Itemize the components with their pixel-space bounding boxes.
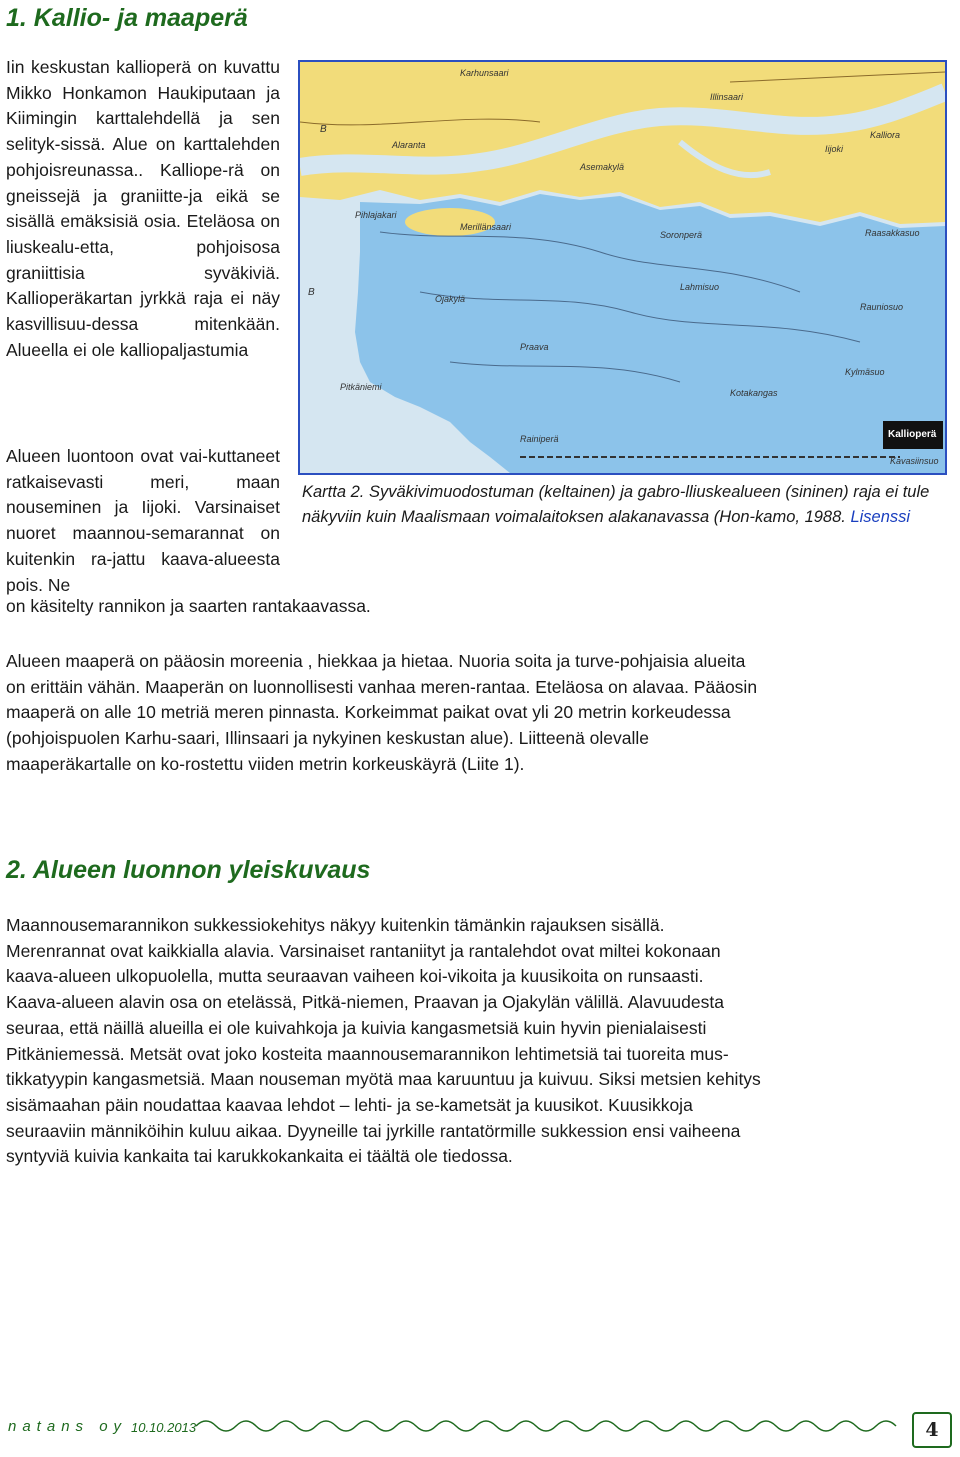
license-link[interactable]: Lisenssi <box>850 507 911 526</box>
map-label: B <box>320 124 327 135</box>
footer-date: 10.10.2013 <box>131 1420 197 1435</box>
page-number: 4 <box>912 1412 952 1448</box>
soil-paragraph: Alueen maaperä on pääosin moreenia , hiekkaa ja hietaa. Nuoria soita ja turve-pohjaisia alueita on erittäin vähän. Maaperän on luonnollisesti vanhaa meren-rantaa. Eteläosa on alavaa. Pääosin maaperä on alle 10 metriä meren pinnasta. Korkeimmat paikat ovat yli 20 metrin korkeudessa (pohjoispuolen Karhu-saari, Illinsaari ja nykyinen keskustan alue). Liitteenä olevalle maaperäkartalle on ko-rostettu viiden metrin korkeuskäyrä (Liite 1). <box>6 651 758 774</box>
map-label: Raasakkasuo <box>865 228 920 238</box>
map-label: Asemakylä <box>580 162 625 172</box>
map-label: Pihlajakari <box>355 210 397 220</box>
bedrock-map-graphic <box>300 62 945 473</box>
section-1-heading: 1. Kallio- ja maaperä <box>6 4 248 32</box>
map-label: Rainiperä <box>520 434 559 444</box>
map-label: Rauniosuo <box>860 302 904 312</box>
map-label: Pitkäniemi <box>340 382 382 392</box>
map-label: Kotakangas <box>730 388 778 398</box>
map-label: Ojakylä <box>435 294 466 304</box>
nature-influences-paragraph: Alueen luontoon ovat vai-kuttaneet ratkaisevasti meri, maan nouseminen ja Iijoki. Varsinaiset nuoret maannou-semarannat on kuitenkin ra-jattu kaava-alueesta pois. Ne <box>6 446 280 595</box>
map-label: Alaranta <box>392 140 426 150</box>
map-label: Kavasiinsuo <box>890 456 939 466</box>
map-label: Lahmisuo <box>680 282 720 292</box>
map-label: Kalliora <box>870 130 901 140</box>
caption-text: Kartta 2. Syväkivimuodostuman (keltainen) ja gabro-lliuskealueen (sininen) raja ei tule näkyviin kuin Maalismaan voimalaitoksen alakanavassa (Hon-kamo, 1988. <box>302 483 930 526</box>
map-caption <box>302 480 950 529</box>
bedrock-map-image <box>298 60 947 475</box>
map-label: Praava <box>520 342 549 352</box>
bedrock-paragraph: Iin keskustan kallioperä on kuvattu Mikko Honkamon Haukiputaan ja Kiimingin karttalehdellä ja sen selityk-sissä. Alue on karttalehden pohjoisreunassa.. Kalliope-rä on gneissejä ja graniitte-ja eikä se sisällä emäksisiä osia. Eteläosa on liuskealu-etta, pohjoisosa graniittisia syväkiviä. Kallioperäkartan jyrkkä raja ei näy kasvillisuu-dessa mitenkään. Alueella ei ole kalliopaljastumia <box>6 57 280 360</box>
nature-overview-paragraph: Maannousemarannikon sukkessiokehitys näkyy kuitenkin tämänkin rajauksen sisällä. Merenrannat ovat kaikkialla alavia. Varsinaiset rantaniityt ja rantalehdot ovat miltei kokonaan kaava-alueen ulkopuolella, mutta seuraavan vaiheen koi-vikoita ja kuusikoita on runsaasti. Kaava-alueen alavin osa on etelässä, Pitkä-niemen, Praavan ja Ojakylän välillä. Alavuudesta seuraa, että näillä alueilla ei ole kuivahkoja ja kuivia kangasmetsiä kuin hyvin pienialaisesti Pitkäniemessä. Metsät ovat joko kosteita maannousemarannikon lehtimetsiä tai tuoreita mus-tikkatyypin kangasmetsiä. Maan nouseman myötä maa karuuntuu ja kuivuu. Siksi metsien kehitys sisämaahan päin noudattaa kaavaa lehdot – lehti- ja se-kametsät ja kuusikot. Kuusikkoja seuraaviin männiköihin kuluu aikaa. Dyyneille tai jyrkille rantatörmille sukkession ensi vaiheena syntyviä kuivia kankaita tai karukkokankaita ei täältä ole tiedossa. <box>6 915 761 1167</box>
footer-wave-ornament <box>196 1414 901 1434</box>
section-2-heading: 2. Alueen luonnon yleiskuvaus <box>6 856 371 884</box>
map-label: Karhunsaari <box>460 68 509 78</box>
footer-company: natans oy <box>8 1418 128 1435</box>
map-legend-badge: Kallioperä <box>888 429 937 440</box>
map-label: Kylmäsuo <box>845 367 885 377</box>
nature-influences-paragraph-tail: on käsitelty rannikon ja saarten rantakaavassa. <box>6 596 371 616</box>
map-label: Illinsaari <box>710 92 744 102</box>
map-label: Merillänsaari <box>460 222 512 232</box>
map-label: Soronperä <box>660 230 703 240</box>
map-label: Iijoki <box>825 144 844 154</box>
map-label: B <box>308 287 315 298</box>
